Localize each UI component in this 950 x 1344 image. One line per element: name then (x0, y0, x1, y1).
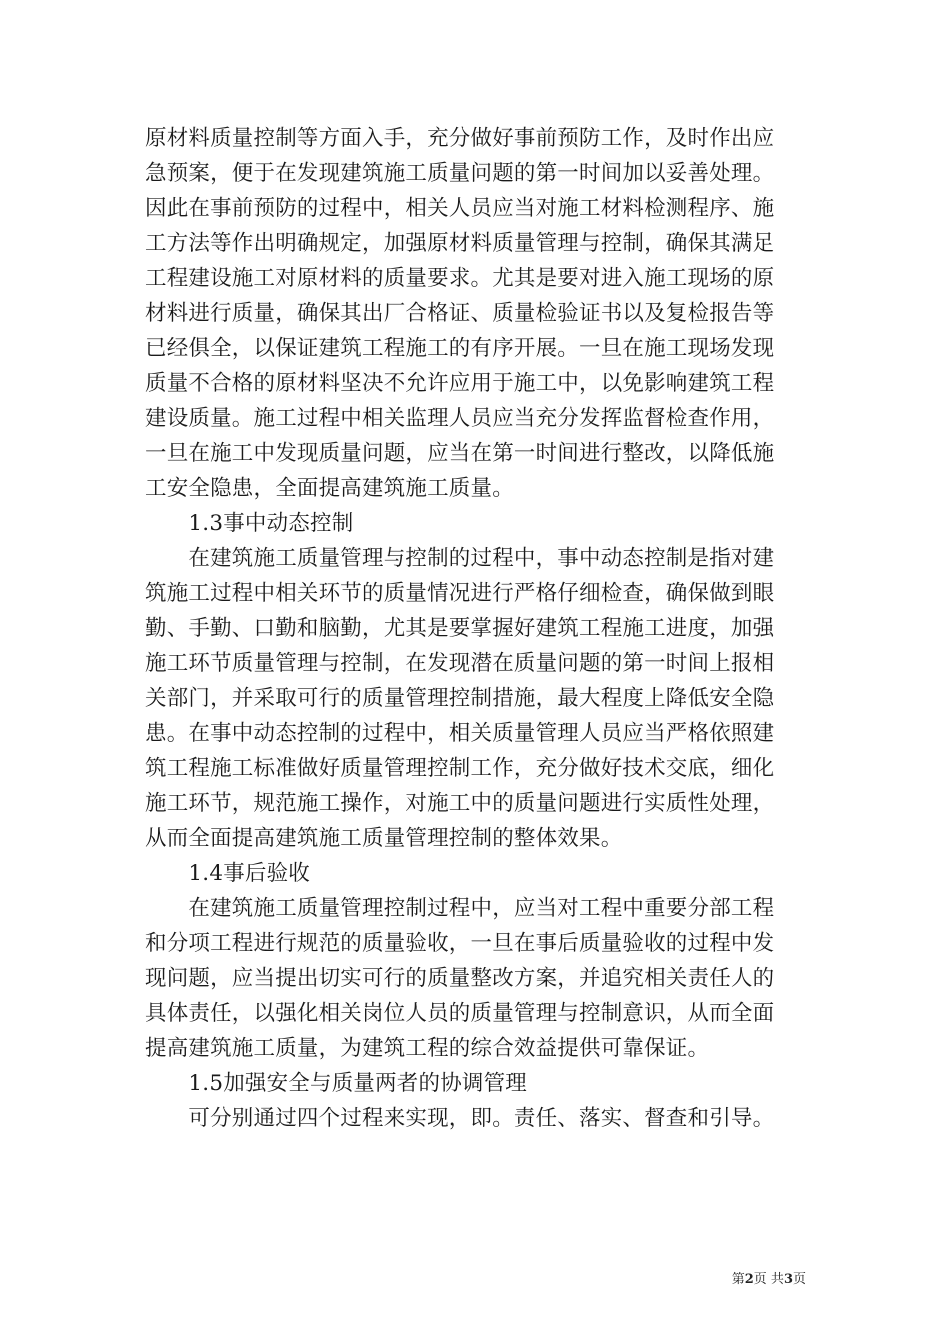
footer-middle: 页 共 (753, 1272, 784, 1287)
body-line: 勤、手勤、口勤和脑勤，尤其是要掌握好建筑工程施工进度，加强 (145, 616, 775, 641)
footer-suffix: 页 (792, 1272, 806, 1287)
body-line: 已经俱全，以保证建筑工程施工的有序开展。一旦在施工现场发现 (145, 336, 775, 361)
body-line: 从而全面提高建筑施工质量管理控制的整体效果。 (145, 826, 623, 851)
body-line: 具体责任，以强化相关岗位人员的质量管理与控制意识，从而全面 (145, 1001, 775, 1026)
body-line: 筑施工过程中相关环节的质量情况进行严格仔细检查，确保做到眼 (145, 581, 775, 606)
body-line: 材料进行质量，确保其出厂合格证、质量检验证书以及复检报告等 (145, 301, 775, 326)
body-line: 原材料质量控制等方面入手，充分做好事前预防工作，及时作出应 (145, 126, 775, 151)
body-line: 因此在事前预防的过程中，相关人员应当对施工材料检测程序、施 (145, 196, 775, 221)
section-heading-1-3: 1.3事中动态控制 (145, 511, 354, 536)
body-line: 现问题，应当提出切实可行的质量整改方案，并追究相关责任人的 (145, 966, 775, 991)
body-line: 施工环节，规范施工操作，对施工中的质量问题进行实质性处理， (145, 791, 775, 816)
body-line: 和分项工程进行规范的质量验收，一旦在事后质量验收的过程中发 (145, 931, 775, 956)
body-line: 关部门，并采取可行的质量管理控制措施，最大程度上降低安全隐 (145, 686, 775, 711)
body-line: 可分别通过四个过程来实现，即。责任、落实、督查和引导。 (145, 1106, 775, 1131)
body-line: 急预案，便于在发现建筑施工质量问题的第一时间加以妥善处理。 (145, 161, 775, 186)
section-heading-1-5: 1.5加强安全与质量两者的协调管理 (145, 1071, 527, 1096)
body-line: 工程建设施工对原材料的质量要求。尤其是要对进入施工现场的原 (145, 266, 775, 291)
body-line: 提高建筑施工质量，为建筑工程的综合效益提供可靠保证。 (145, 1036, 710, 1061)
body-line: 在建筑施工质量管理控制过程中，应当对工程中重要分部工程 (145, 896, 775, 921)
body-line: 建设质量。施工过程中相关监理人员应当充分发挥监督检查作用， (145, 406, 775, 431)
current-page-number: 2 (744, 1272, 754, 1287)
body-line: 筑工程施工标准做好质量管理控制工作，充分做好技术交底，细化 (145, 756, 775, 781)
body-line: 质量不合格的原材料坚决不允许应用于施工中，以免影响建筑工程 (145, 371, 775, 396)
page-number-footer (0, 1268, 806, 1287)
body-line: 一旦在施工中发现质量问题，应当在第一时间进行整改，以降低施 (145, 441, 775, 466)
footer-prefix: 第 (731, 1272, 745, 1287)
section-heading-1-4: 1.4事后验收 (145, 861, 310, 886)
body-line: 工方法等作出明确规定，加强原材料质量管理与控制，确保其满足 (145, 231, 775, 256)
body-line: 患。在事中动态控制的过程中，相关质量管理人员应当严格依照建 (145, 721, 775, 746)
body-line: 工安全隐患，全面提高建筑施工质量。 (145, 476, 514, 501)
body-line: 在建筑施工质量管理与控制的过程中，事中动态控制是指对建 (145, 546, 775, 571)
body-line: 施工环节质量管理与控制，在发现潜在质量问题的第一时间上报相 (145, 651, 775, 676)
total-page-number: 3 (783, 1272, 793, 1287)
